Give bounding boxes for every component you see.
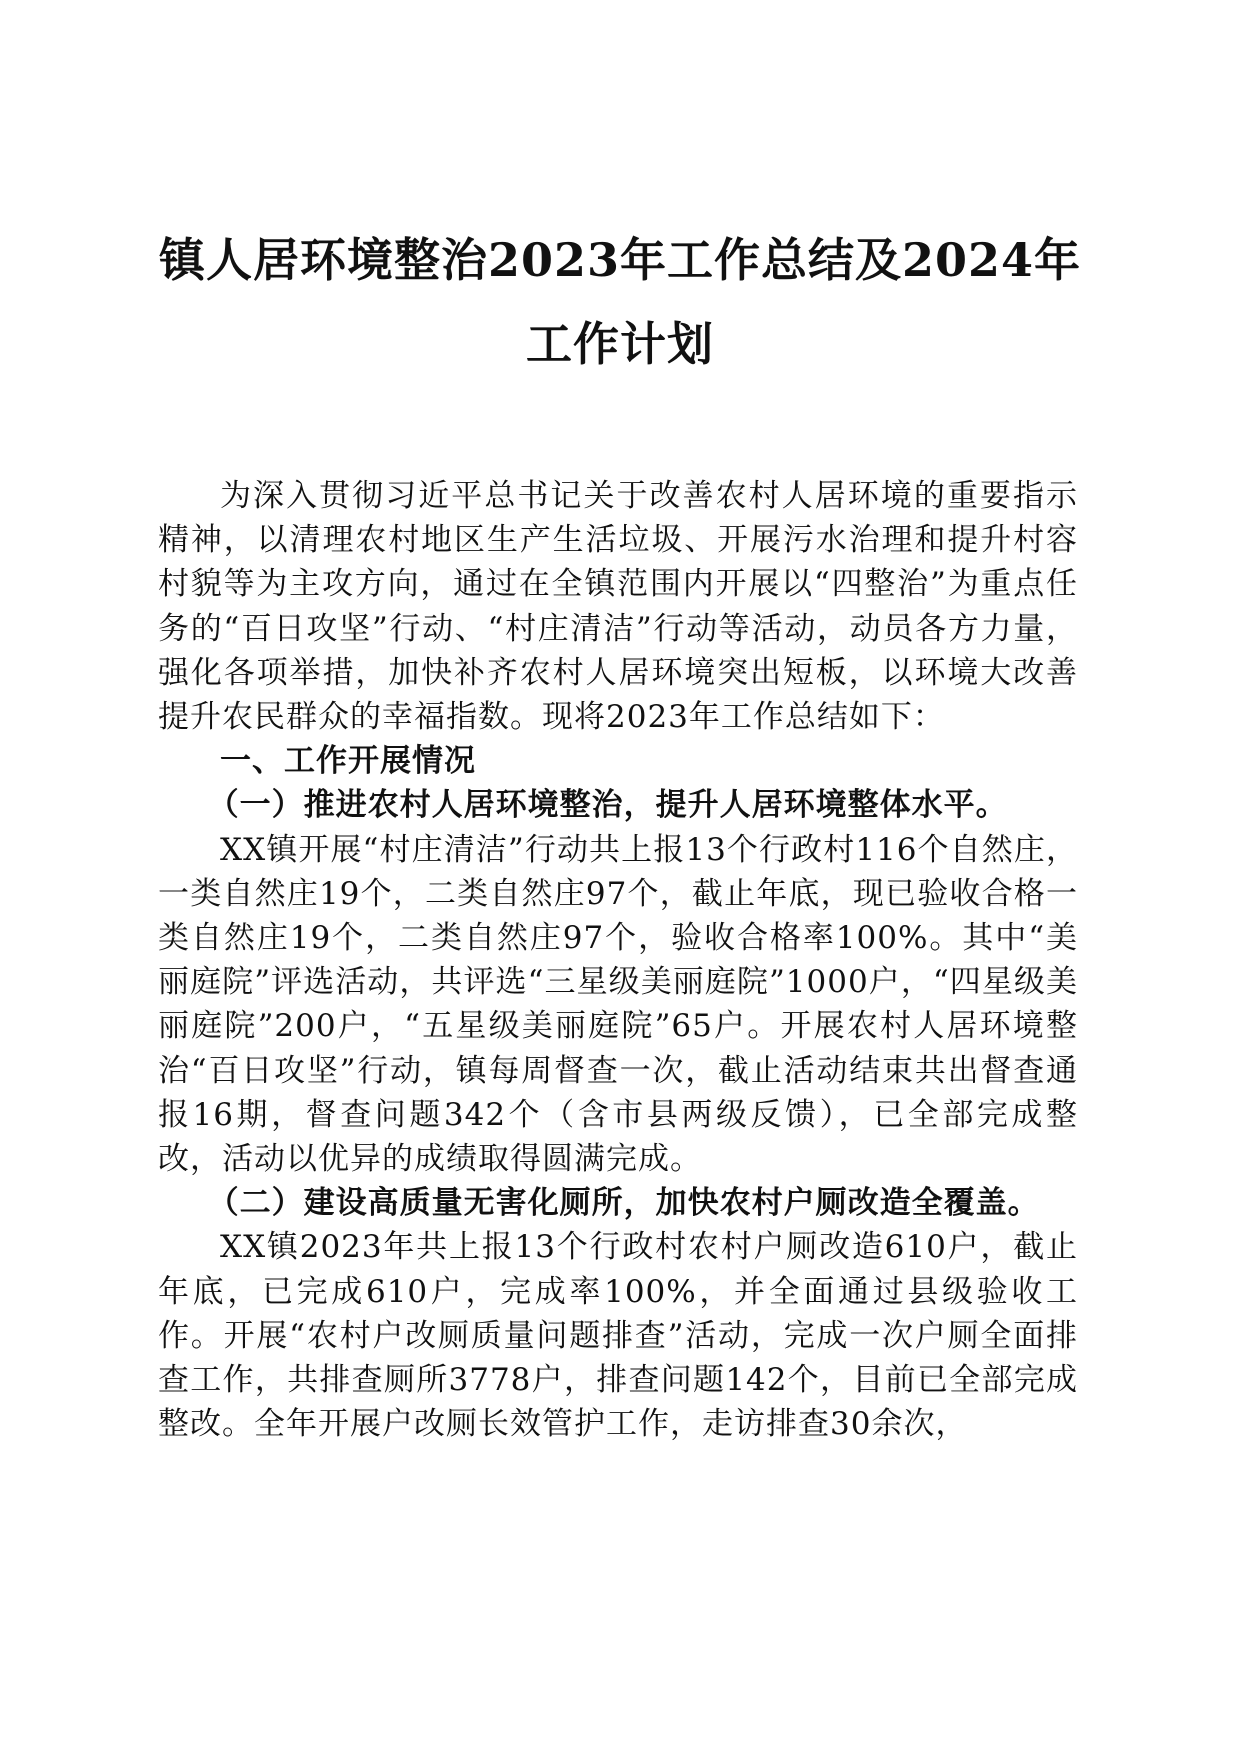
subsection-heading-2: （二）建设高质量无害化厕所，加快农村户厕改造全覆盖。 — [207, 1185, 1040, 1222]
document-body — [158, 474, 1078, 1446]
subsection-2-paragraph: XX镇2023年共上报13个行政村农村户厕改造610户，截止年底，已完成610户，完成率100%，并全面通过县级验收工作。开展“农村户改厕质量问题排查”活动，完成一次户厕全面排查工作，共排查厕所3778户，排查问题142个，目前已全部完成整改。全年开展户改厕长效管护工作，走访排查30余次， — [158, 1229, 1078, 1443]
subsection-1-paragraph: XX镇开展“村庄清洁”行动共上报13个行政村116个自然庄，一类自然庄19个，二类自然庄97个，截止年底，现已验收合格一类自然庄19个，二类自然庄97个，验收合格率100%。其中“美丽庭院”评选活动，共评选“三星级美丽庭院”1000户，“四星级美丽庭院”200户，“五星级美丽庭院”65户。开展农村人居环境整治“百日攻坚”行动，镇每周督查一次，截止活动结束共出督查通报16期，督查问题342个（含市县两级反馈），已全部完成整改，活动以优异的成绩取得圆满完成。 — [158, 831, 1078, 1178]
subsection-heading-1: （一）推进农村人居环境整治，提升人居环境整体水平。 — [207, 787, 1008, 824]
document-title: 镇人居环境整治2023年工作总结及2024年工作计划 — [158, 233, 1082, 371]
section-heading-work-progress: 一、工作开展情况 — [220, 743, 476, 780]
intro-paragraph: 为深入贯彻习近平总书记关于改善农村人居环境的重要指示精神，以清理农村地区生产生活垃圾、开展污水治理和提升村容村貌等为主攻方向，通过在全镇范围内开展以“四整治”为重点任务的“百日攻坚”行动、“村庄清洁”行动等活动，动员各方力量，强化各项举措，加快补齐农村人居环境突出短板，以环境大改善提升农民群众的幸福指数。现将2023年工作总结如下： — [158, 478, 1078, 736]
